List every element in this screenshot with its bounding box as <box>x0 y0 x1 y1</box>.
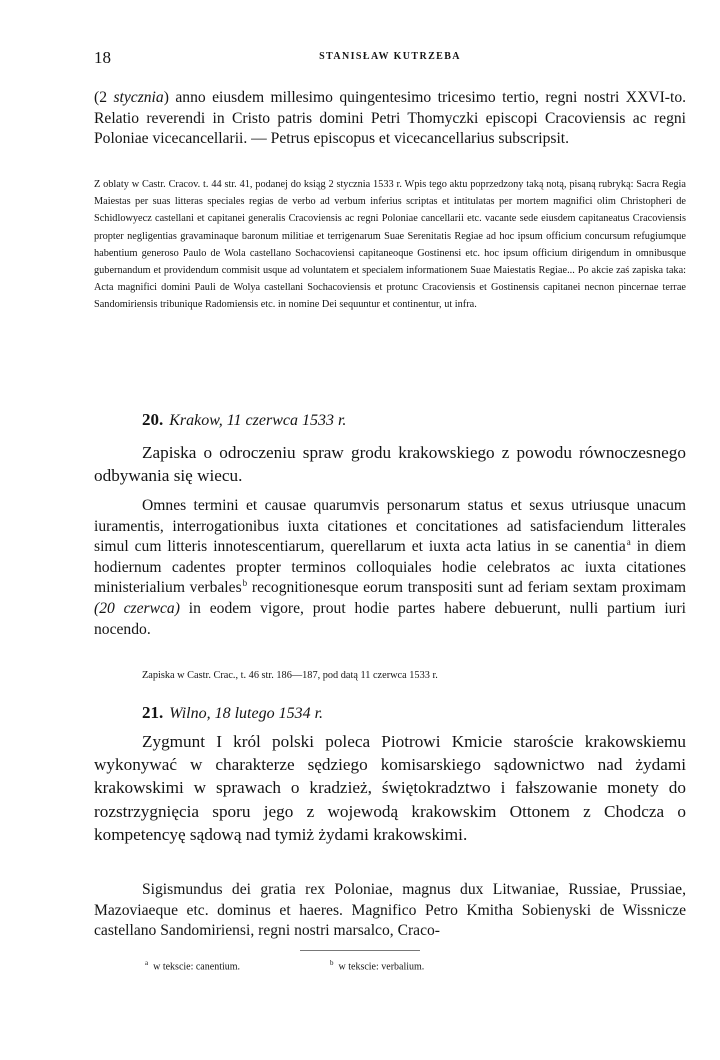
running-head <box>94 48 686 66</box>
footnotes <box>0 959 720 975</box>
footnote-a-text: w tekscie: canentium. <box>153 961 241 973</box>
entry21-number: 21. <box>142 703 164 722</box>
footnote-b-text: w tekscie: verbalium. <box>338 961 425 973</box>
entry20-date-italic: (20 czerwca) <box>94 599 180 617</box>
entry19-source-note: Z oblaty w Castr. Cracov. t. 44 str. 41, podanej do ksiąg 2 stycznia 1533 r. Wpis tego aktu poprzedzony taką notą, pisaną rubryką: Sacra Regia Maiestas per suas litteras speciales regias de verbo ad verbum inferius scriptas et intitulatas per mortem magnifici olim Christopheri de Schidlowyecz castellani et capitanei generalis Cracoviensis ac regni Poloniae cancellarii etc. vacante sede eiusdem capitaneatus Cracoviensis propter negligentias gravaminaque baronum militiae et terrigenarum Suae Serenitatis Regiae ad hoc ipsum officium concursum refugiumque habentium generoso Paulo de Wola castellano Sochacoviensi capitaneoque Gostinensi etc. hoc ipsum officium dirigendum in omnibusque gubernandum et providendum commisit usque ad voluntatem et specialem informationem Suae Maiestatis Regiae... Po akcie zaś zapiska taka: Acta magnifici domini Pauli de Wolya castellani Sochacoviensis et protunc Cracoviensis et Gostinensis capitanei necnon pincernae terrae Sandomiriensis tribunique Radomiensis etc. in nomine Dei sequuntur et continentur, ut infra. <box>94 179 686 311</box>
running-title: STANISŁAW KUTRZEBA <box>319 51 461 62</box>
entry19-date: stycznia <box>113 89 164 106</box>
entry21-text: Sigismundus dei gratia rex Poloniae, magnus dux Litwaniae, Russiae, Prussiae, Mazoviaeque etc. dominus et haeres. Magnifico Petro Kmitha Sobienyski de Wissnicze castellano Sandomiriensi, regni nostri marsalco, Craco- <box>94 881 686 940</box>
entry20-text-part1: Omnes termini et causae quarumvis personarum status et sexus utriusque unacum iuramentis, interrogationibus iuxta citationes et concitationes ad satisfaciendum litterales simul cum litteris innotescentiarum, querellarum et iuxta acta latius in se canentia <box>94 497 686 556</box>
footnote-b-mark: b <box>330 959 334 967</box>
footnote-b <box>330 959 424 972</box>
footnote-a-mark: a <box>145 959 149 967</box>
entry20-number: 20. <box>142 410 164 429</box>
entry20-place-date: Krakow, 11 czerwca 1533 r. <box>169 412 347 429</box>
footnote-a <box>145 959 240 972</box>
entry21-regest: Zygmunt I król polski poleca Piotrowi Kmicie staroście krakowskiemu wykonywać w charakterze sędziego komisarskiego sądownictwo nad żydami krakowskimi w sprawach o kradzież, świętokradztwo i fałszowanie monety do rozstrzygnięcia sporu jego z wojewodą krakowskim Ottonem z Chodcza o kompetencyę sądową nad tymiż żydami krakowskimi. <box>94 732 686 844</box>
entry19-text: ) anno eiusdem millesimo quingentesimo tricesimo tertio, regni nostri XXVI-to. Relatio reverendi in Cristo patris domini Petri Thomyczki episcopi Cracoviensis ac regni Poloniae vicecancellarii. — Petrus episcopus et vicecancellarius subscripsit. <box>94 89 687 148</box>
page-number: 18 <box>94 48 111 67</box>
footnote-rule <box>300 950 420 951</box>
entry20-text-part3: recognitionesque eorum transpositi sunt ad feriam sextam proximam <box>247 579 686 597</box>
entry20-text <box>94 496 686 640</box>
entry20-text-part4: in eodem vigore, prout hodie partes habere debuerunt, nulli partium iuri nocendo. <box>94 599 687 638</box>
entry20-heading <box>142 410 346 430</box>
entry21-heading <box>142 703 323 723</box>
entry20-regest: Zapiska o odroczeniu spraw grodu krakowskiego z powodu równoczesnego odbywania się wiecu. <box>94 443 686 486</box>
footnote-mark-a: a <box>626 537 631 547</box>
entry19-closing-paragraph <box>94 88 686 150</box>
entry20-text-part2: in diem hodiernum cadentes propter terminos colloquiales hodie celebratos ac iuxta citationes ministerialium verbales <box>94 538 687 597</box>
entry19-open: (2 <box>94 89 114 106</box>
footnote-mark-b: b <box>242 578 248 589</box>
entry20-source: Zapiska w Castr. Crac., t. 46 str. 186—187, pod datą 11 czerwca 1533 r. <box>142 670 438 681</box>
entry21-place-date: Wilno, 18 lutego 1534 r. <box>169 705 324 722</box>
